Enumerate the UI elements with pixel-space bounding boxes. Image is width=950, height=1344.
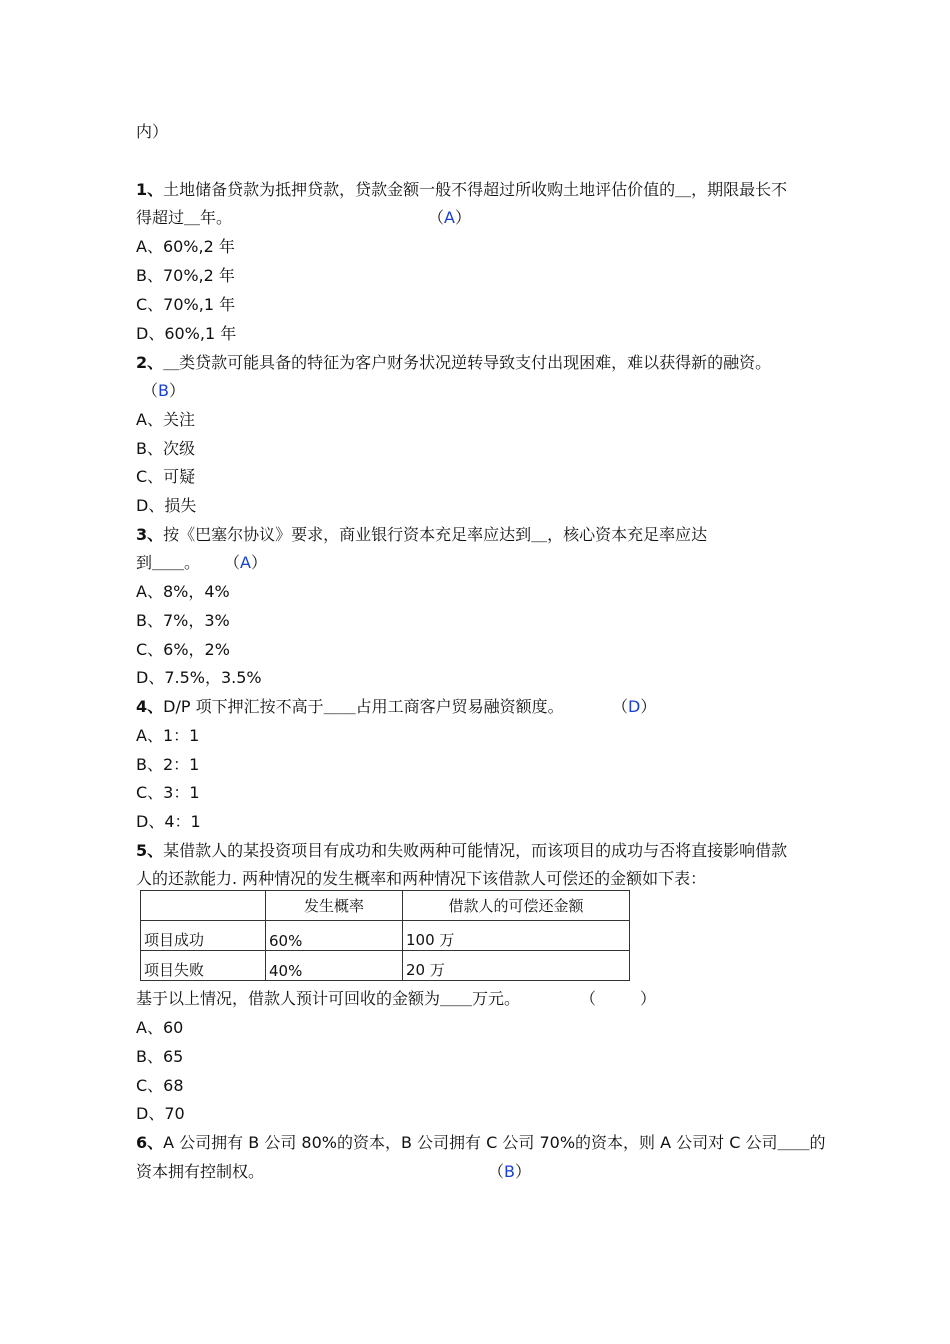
answer-letter: A	[240, 553, 251, 572]
question-3-line-2: 到＿＿。	[136, 553, 201, 572]
question-5-text: 某借款人的某投资项目有成功和失败两种可能情况，而该项目的成功与否将直接影响借款	[163, 841, 788, 860]
table-cell: 项目失败	[141, 951, 266, 981]
table-row	[141, 921, 630, 951]
question-2-number: 2、	[136, 353, 164, 372]
question-4-number: 4、	[136, 697, 164, 716]
question-4-option-c: C、3：1	[136, 783, 200, 802]
question-2-option-a: A、关注	[136, 410, 195, 429]
question-4-answer: （D）	[612, 697, 657, 716]
table-cell: 100 万	[403, 921, 630, 951]
answer-letter: A	[444, 208, 455, 227]
question-2-option-d: D、损失	[136, 496, 197, 515]
question-4-text: D/P 项下押汇按不高于＿＿占用工商客户贸易融资额度。	[163, 697, 564, 716]
question-6-number: 6、	[136, 1133, 164, 1152]
table-header-cell	[141, 891, 266, 921]
question-5-line-3: 基于以上情况，借款人预计可回收的金额为＿＿万元。	[136, 989, 521, 1008]
question-5-number: 5、	[136, 841, 164, 860]
question-2-option-c: C、可疑	[136, 467, 196, 486]
question-1-option-b: B、70%,2 年	[136, 266, 235, 285]
question-3-option-a: A、8%，4%	[136, 582, 230, 601]
question-3-option-b: B、7%，3%	[136, 611, 230, 630]
header-fragment: 内）	[136, 122, 169, 141]
question-4-line-1	[136, 695, 564, 719]
question-5-option-d: D、70	[136, 1104, 185, 1123]
question-1-line-1	[136, 178, 787, 202]
question-1-line-2: 得超过＿年。	[136, 208, 233, 227]
table-cell: 项目成功	[141, 921, 266, 951]
question-5-option-b: B、65	[136, 1047, 184, 1066]
question-3-option-d: D、7.5%，3.5%	[136, 668, 262, 687]
table-cell: 40%	[266, 951, 403, 981]
question-5-option-a: A、60	[136, 1018, 184, 1037]
question-3-line-1	[136, 523, 707, 547]
question-2-option-b: B、次级	[136, 439, 195, 458]
table-cell: 20 万	[403, 951, 630, 981]
question-4-option-a: A、1：1	[136, 726, 200, 745]
table-header-cell: 发生概率	[266, 891, 403, 921]
question-5-line-2: 人的还款能力. 两种情况的发生概率和两种情况下该借款人可偿还的金额如下表：	[136, 869, 707, 888]
question-2-answer: （B）	[142, 381, 186, 400]
question-5-option-c: C、68	[136, 1076, 184, 1095]
table-cell: 60%	[266, 921, 403, 951]
question-3-number: 3、	[136, 525, 164, 544]
answer-letter: B	[158, 381, 169, 400]
answer-letter: B	[504, 1162, 515, 1181]
question-3-answer: （A）	[224, 553, 267, 572]
question-3-text: 按《巴塞尔协议》要求，商业银行资本充足率应达到＿，核心资本充足率应达	[163, 525, 708, 544]
question-2-line-1	[136, 351, 771, 375]
question-5-answer: （ ）	[580, 989, 657, 1008]
probability-table	[140, 890, 630, 981]
table-header-row	[141, 891, 630, 921]
question-3-option-c: C、6%，2%	[136, 640, 230, 659]
question-1-answer: （A）	[428, 208, 471, 227]
question-6-line-2: 资本拥有控制权。	[136, 1162, 265, 1181]
question-1-text: 土地储备贷款为抵押贷款，贷款金额一般不得超过所收购土地评估价值的＿，期限最长不	[163, 180, 788, 199]
table-row	[141, 951, 630, 981]
answer-letter: D	[628, 697, 641, 716]
question-1-number: 1、	[136, 180, 164, 199]
question-6-text: A 公司拥有 B 公司 80%的资本，B 公司拥有 C 公司 70%的资本，则 A 公司对 C 公司＿＿的	[163, 1133, 826, 1152]
question-4-option-b: B、2：1	[136, 755, 200, 774]
question-1-option-a: A、60%,2 年	[136, 237, 235, 256]
question-6-answer: （B）	[488, 1162, 532, 1181]
table-header-cell: 借款人的可偿还金额	[403, 891, 630, 921]
question-4-option-d: D、4：1	[136, 812, 201, 831]
question-6-line-1	[136, 1131, 826, 1155]
question-1-option-d: D、60%,1 年	[136, 324, 237, 343]
question-1-option-c: C、70%,1 年	[136, 295, 236, 314]
question-2-text: ＿类贷款可能具备的特征为客户财务状况逆转导致支付出现困难，难以获得新的融资。	[163, 353, 772, 372]
question-5-line-1	[136, 839, 787, 863]
